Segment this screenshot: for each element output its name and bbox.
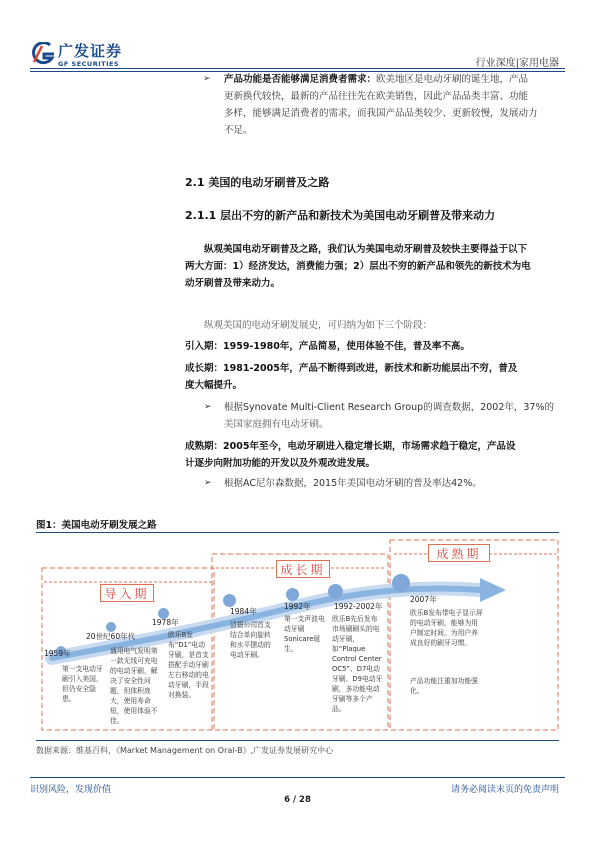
logo-text-en: GF SECURITIES (58, 60, 120, 68)
figure-bottom-rule (36, 740, 559, 741)
note-1984: 洁碧公司首支结合单向旋转和水平摆动的电动牙刷。 (230, 621, 271, 659)
phase-label-mature: 成熟期 (428, 544, 490, 562)
heading-2-1: 2.1 美国的电动牙刷普及之路 (185, 176, 330, 189)
top-bullet-text1: 欧美地区是电动牙刷的诞生地，产品 (376, 74, 529, 85)
figure-top-rule (36, 532, 559, 533)
summary-line1: 纵观美国电动牙刷普及之路，我们认为美国电动牙刷普及较快主要得益于以下 (204, 244, 528, 255)
timeline-figure (40, 538, 560, 736)
note-1992-2002: 欧乐B先后发布市场刷刷头的电动牙刷，如“Plaque Control Center OC5”、D7电动牙刷、D9电动牙刷，多功能电动牙刷等多个产品。 (332, 615, 383, 713)
bullet-glyph: ➢ (203, 74, 211, 84)
page-number: 6 / 28 (284, 795, 311, 805)
note-2007-extra: 产品功能注重加功能强化。 (410, 677, 478, 695)
phase-label-growth: 成长期 (276, 560, 330, 578)
timeline-dot-1992 (286, 588, 299, 601)
top-bullet-line1 (224, 71, 564, 88)
bullet2-line2: 美国家庭拥有电动牙刷。 (224, 419, 329, 430)
summary-line3: 动牙刷普及带来动力。 (185, 278, 281, 289)
top-bullet-line4: 不足。 (224, 125, 253, 136)
top-bullet-lead: 产品功能是否能够满足消费者需求： (224, 74, 377, 85)
timeline-dot-1992-2002 (328, 584, 343, 599)
phase2-lead: 成长期： (185, 363, 224, 374)
phase-label-intro: 导入期 (100, 584, 154, 602)
timeline-dot-2007 (392, 574, 410, 592)
phase3-text2: 计逐步向附加功能的开发以及外观改进发展。 (185, 458, 376, 469)
note-1959: 第一支电动牙刷引入美国，但仍安全隐患。 (62, 665, 103, 703)
year-1978: 1978年 (152, 618, 179, 627)
footer-slogan: 识别风险，发现价值 (30, 785, 112, 795)
heading-2-1-1: 2.1.1 层出不穷的新产品和新技术为美国电动牙刷普及带来动力 (185, 209, 496, 222)
year-1984: 1984年 (230, 607, 257, 616)
phase3-text1: 2005年至今，电动牙刷进入稳定增长期，市场需求趋于稳定，产品设 (223, 441, 516, 452)
phase1-text: 1959-1980年，产品简易，使用体验不佳，普及率不高。 (223, 341, 470, 352)
footer-disclaimer-link[interactable]: 请务必阅读末页的免责声明 (450, 785, 559, 795)
report-category: 行业深度|家用电器 (475, 58, 559, 69)
year-1992: 1992年 (284, 602, 311, 611)
note-2007: 欧乐B发布带电子显示屏的电动牙刷，能够为用户制定时间，为用户养成良好的刷牙习惯。 (410, 609, 483, 647)
top-bullet-line3: 多样，能够满足消费者的需求，而我国产品品类较少、更新较慢，发展动力 (224, 108, 538, 119)
figure-title: 图1：美国电动牙刷发展之路 (36, 520, 157, 531)
note-1992: 第一支声波电动牙刷Sonicare诞生。 (284, 615, 325, 653)
phase1-lead: 引入期： (185, 341, 224, 352)
phase2-para (185, 360, 517, 377)
header-rule (30, 68, 565, 69)
bullet-glyph-2: ➢ (204, 402, 212, 412)
note-1960s: 通用电气发明第一款无线可充电的电动牙刷，解决了安全性问题，但体积庞大，使用寿命短，使用体验不佳。 (110, 647, 158, 725)
phase1-para (185, 338, 470, 355)
top-bullet-line2: 更新换代较快，最新的产品往往先在欧美销售，因此产品品类丰富、功能 (224, 91, 529, 102)
bullet2-line1: 根据Synovate Multi-Client Research Group的调查数据，2002年，37%的 (224, 402, 555, 413)
logo-text-cn: 广发证券 (58, 42, 123, 60)
phase3-para (185, 438, 515, 455)
phase2-text2: 度大幅提升。 (185, 380, 243, 391)
bullet3-line1: 根据AC尼尔森数据，2015年美国电动牙刷的普及率达42%。 (224, 478, 482, 489)
intro-line: 纵观美国的电动牙刷发展史，可归纳为如下三个阶段： (204, 320, 433, 331)
phase2-text1: 1981-2005年，产品不断得到改进，新技术和新功能层出不穷，普及 (223, 363, 518, 374)
summary-line2: 两大方面：1）经济发达，消费能力强；2）层出不穷的新产品和领先的新技术为电 (185, 261, 531, 272)
bullet-glyph-3: ➢ (204, 478, 212, 488)
footer-rule (30, 777, 565, 778)
phase3-lead: 成熟期： (185, 441, 224, 452)
year-1992-2002: 1992-2002年 (334, 602, 383, 611)
figure-source: 数据来源：维基百科，《Market Management on Oral-B》,广发证券发展研究中心 (36, 746, 334, 755)
gf-logo-icon (30, 42, 56, 66)
year-1959: 1959年 (44, 649, 71, 658)
note-1978: 欧乐B发布“D1”电动牙刷，是首支搭配手动牙刷左右移动的电动牙刷，手段对换装。 (168, 631, 209, 699)
year-2007: 2007年 (410, 595, 437, 604)
year-1960s: 20世纪60年代 (86, 632, 136, 641)
